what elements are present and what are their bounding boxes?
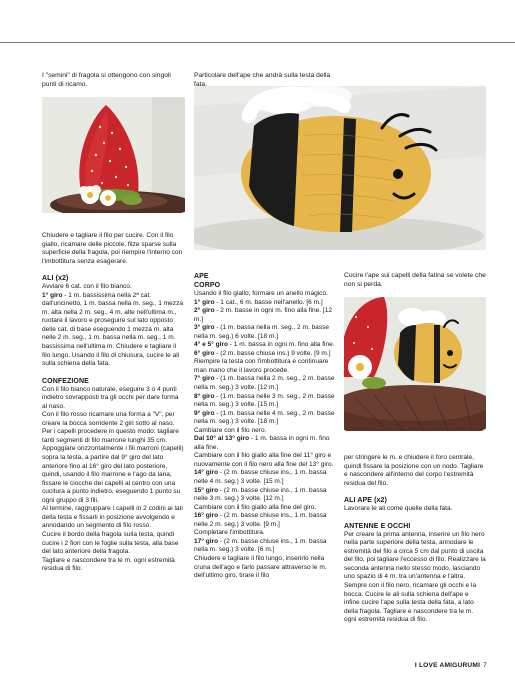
column-3-caption — [344, 272, 486, 289]
row-15-text: - (2 m. basse chiuse ins., 1 m. bassa nelle 3 m. seg.) 3 volte. [12 m.] — [194, 486, 327, 503]
mid-note: Riempire la testa con l'imbottitura e continuare man mano che il lavoro procede. — [194, 358, 329, 374]
row-5 — [194, 350, 339, 359]
row-16-text: - (2 m. basse chiuse ins., 1 m. bassa nelle 2 m. seg.) 3 volte. [9 m.] — [194, 512, 327, 528]
confezione-line-2: Con il filo rosso ricamare una forma a "V", per creare la bocca sorridente 2 giri sotto al naso. Per i capelli procedere in questo modo: tagliare tanti segmenti di filo marrone lunghi 35 cm. — [42, 411, 179, 444]
row-17 — [194, 538, 339, 555]
ali-line-2 — [42, 292, 185, 369]
row-14 — [194, 469, 339, 486]
row-10-13-text: - 1 m. bassa in ogni m. fino alla fine. — [194, 435, 330, 451]
ali-heading: ALI (x2) — [42, 275, 69, 283]
confezione-line-3: Appoggiare orizzontalmente i fili marroni (capelli) sopra la testa, a partire dal 9° giro del lato anteriore fino al 16° giro del lato posteriore, quindi, usando il filo marrone e l'ago da lana, fissare le ciocche dei capelli al centro con una cucitura a punto indietro, eseguendo 1 punto su ogni gruppo di 3 fili. — [42, 445, 184, 504]
ali-giro-label: 1° giro — [42, 291, 63, 299]
row-9-label: 9° giro — [194, 409, 215, 417]
row-9 — [194, 410, 339, 427]
magazine-name: I LOVE AMIGURUMI — [414, 662, 481, 669]
page-footer — [415, 662, 487, 671]
row-7-text: - (1 m. bassa nella 2 m. seg., 2 m. basse nella m. seg.) 3 volte. [12 m.] — [194, 375, 335, 392]
confezione-line-4: Al termine, raggruppare i capelli in 2 codini ai lati della testa e fissarli in posizione avvolgendo e annodando un segmento di filo rosso. — [42, 505, 183, 530]
row-16-label: 16° giro — [194, 512, 219, 520]
ali-line-1: Avviare 6 cat. con il filo bianco. — [42, 283, 132, 291]
doll-with-bee-photo — [344, 297, 486, 431]
row-17-text: - (2 m. basse chiuse ins., 1 m. bassa nella m. seg.) 3 volte. [6 m.] — [194, 537, 327, 554]
row-3-label: 3° giro — [194, 324, 215, 332]
column-1 — [42, 232, 185, 574]
row-2-label: 2° giro — [194, 307, 215, 315]
completare: Completare l'imbottitura. — [194, 529, 265, 537]
row-4 — [194, 341, 339, 350]
confezione-heading: CONFEZIONE — [42, 377, 89, 385]
ape-heading: APE — [194, 273, 209, 280]
row-14-label: 14° giro — [194, 469, 219, 477]
corpo-intro: Usando il filo giallo, formare un anello magico. — [194, 290, 328, 297]
row-14-text: - (2 m. basse chiuse ins., 1 m. bassa nelle 4 m. seg.) 3 volte. [15 m.] — [194, 469, 327, 486]
row-15 — [194, 487, 339, 504]
row-10-13 — [194, 435, 339, 452]
strawberry-hat-photo — [42, 97, 185, 213]
cambiare-nero: Cambiare con il filo nero. — [194, 426, 267, 434]
row-5-text: - (2 m. basse chiuse ins.) 9 volte. [9 m.] — [214, 349, 331, 357]
row-2 — [194, 307, 339, 324]
ali-ape-text: Lavorare le ali come quelle della fata. — [344, 505, 453, 513]
row-3-text: - (1 m. bassa nella m. seg., 2 m. basse nella m. seg.) 6 volte. [18 m.] — [194, 324, 330, 340]
row-3 — [194, 324, 339, 341]
row-8-text: - (1 m. bassa nelle 3 m. seg., 2 m. basse nella m. seg.) 3 volte. [15 m.] — [194, 392, 335, 409]
row-16 — [194, 512, 339, 529]
row-5-label: 6° giro — [194, 349, 215, 357]
row-17-label: 17° giro — [194, 537, 219, 545]
bee-photo — [194, 86, 486, 250]
cambiare-giallo: Cambiare con il filo giallo alla fine del 11° giro e nuovamente con il filo nero alla fine del 13° giro. — [194, 452, 334, 468]
row-1-label: 1° giro — [194, 298, 215, 306]
header-rule — [0, 42, 515, 43]
column-3 — [344, 454, 486, 625]
ali-ape-heading: ALI APE (x2) — [344, 497, 387, 505]
row-10-13-label: Dal 10° al 13° giro — [194, 435, 250, 443]
row-7 — [194, 375, 339, 392]
row-2-text: - 2 m. basse in ogni m. fino alla fine. [12 m.] — [194, 307, 332, 323]
continuation: per stringere le m. e chiudere il foro centrale, quindi fissare la posizione con un nodo. Tagliare e nascondere all'interno del corpo l'estremità residua del filo. — [344, 454, 484, 487]
row-1 — [194, 299, 339, 308]
row-8 — [194, 393, 339, 410]
row-15-label: 15° giro — [194, 486, 219, 494]
doll-caption: Cucire l'ape sui capelli della fatina se volete che non si perda. — [344, 272, 486, 288]
bee-caption: Particolare dell'ape che andrà sulla testa della fata. — [194, 72, 331, 88]
confezione-line-5: Cucire il bordo della fragola sulla testa, quindi cucire i 2 fiori con le foglie sulla testa, alla base del lato anteriore della fragola. — [42, 530, 179, 556]
column-1-intro — [42, 72, 185, 89]
ali-line-2-text: - 1 m. bassissima nella 2ª cat. dall'uncinetto, 1 m. bassa nella m. seg., 1 mezza m. alta nella 2 m. seg., 4 m. alte nell'ultima m., ruotare il lavoro e proseguire sul lato opposto delle cat. di base eseguendo 1 mezza m. alta nelle 2 m. seg., 1 m. bassa nella m. seg., 1 m. bassissima nell'ultima m. Chiudere e tagliare il filo lungo. Usando il filo di chiusura, cucire le ali sulla schiena della fata. — [42, 291, 183, 368]
confezione-line-6: Tagliare e nascondere tra le m. ogni estremità residua di filo. — [42, 556, 175, 573]
page-number: 7 — [483, 662, 487, 669]
seeds-caption: I "semini" di fragola si ottengono con singoli punti di ricamo. — [42, 72, 171, 88]
row-4-text: - 1 m. bassa in ogni m. fino alla fine. — [227, 341, 335, 349]
row-8-label: 8° giro — [194, 392, 215, 400]
cambiare-giallo-2: Cambiare con il filo giallo alla fine del giro. — [194, 503, 317, 511]
row-9-text: - (1 m. bassa nelle 4 m. seg., 2 m. basse nella m. seg.) 3 volte. [18 m.] — [194, 409, 335, 426]
antenne-heading: ANTENNE E OCCHI — [344, 522, 411, 530]
corpo-heading: CORPO — [194, 282, 221, 289]
antenne-text: Per creare la prima antenna, inserire un filo nero nella parte superiore della testa, annodare le estremità del filo a circa 5 cm dal punto di uscita del filo, poi tagliare l'eccesso di filo. Realizzare la seconda antenna nello stesso modo, lasciando uno spazio di 4 m. tra un'antenna e l'altra. Sempre con il filo nero, ricamare gli occhi e la bocca. Cucire le ali sulla schiena dell'ape e infine cucire l'ape sulla testa della fata, a lato della fragola. Tagliare e nascondere tra le m. ogni estremità residua di filo. — [344, 530, 486, 624]
chiudere: Chiudere e tagliare il filo lungo, inserirlo nella cruna dell'ago e farlo passare attraverso le m. dell'ultimo giro, tirare il filo — [194, 554, 327, 580]
row-4-label: 4° e 5° giro — [194, 341, 228, 349]
column-2-caption — [194, 72, 339, 89]
row-7-label: 7° giro — [194, 375, 215, 383]
close-instructions: Chiudere e tagliare il filo per cucire. Con il filo giallo, ricamare delle piccole, filze sparse sulla superficie della fragola, poi riempire l'interno con l'imbottitura senza esagerare. — [42, 232, 183, 265]
column-2 — [194, 272, 339, 581]
confezione-line-1: Con il filo bianco naturale, eseguire 3 o 4 punti indietro sovrapposti tra gli occhi per dare forma al naso. — [42, 385, 179, 410]
row-1-text: - 1 cat., 6 m. basse nell'anello. [6 m.] — [214, 298, 323, 306]
